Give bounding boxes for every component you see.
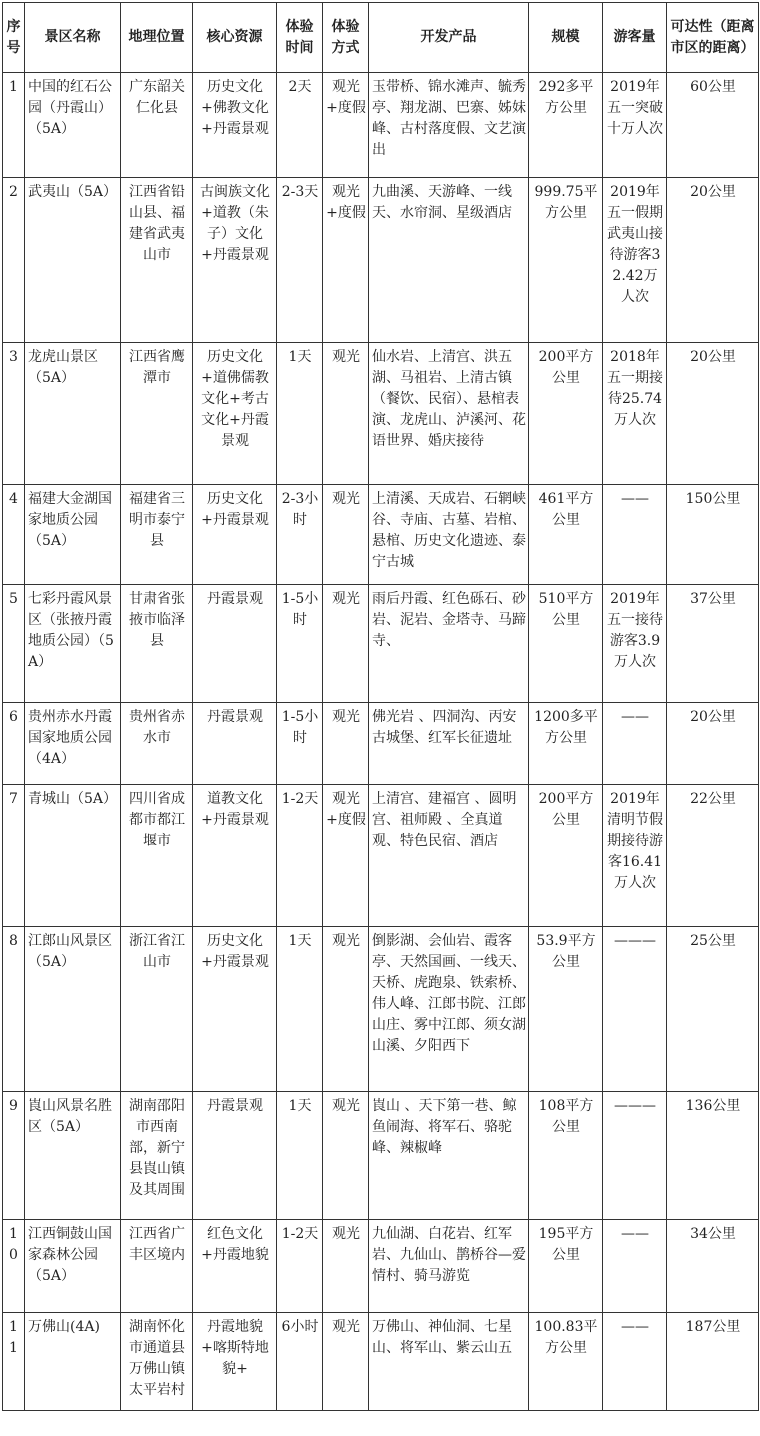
cell-mode: 观光	[323, 343, 369, 485]
cell-access: 136公里	[667, 1092, 759, 1220]
cell-scale: 200平方公里	[529, 343, 603, 485]
cell-scale: 195平方公里	[529, 1220, 603, 1313]
cell-access: 20公里	[667, 343, 759, 485]
cell-products: 九曲溪、天游峰、一线天、水帘洞、星级酒店	[369, 178, 529, 343]
cell-products: 佛光岩 、四洞沟、丙安古城堡、红军长征遗址	[369, 703, 529, 785]
cell-name: 中国的红石公园（丹霞山）（5A）	[25, 73, 121, 178]
cell-name: 武夷山（5A）	[25, 178, 121, 343]
cell-mode: 观光+度假	[323, 178, 369, 343]
cell-name: 万佛山(4A)	[25, 1313, 121, 1411]
cell-index: 7	[3, 785, 25, 927]
cell-products: 崀山 、天下第一巷、鲸鱼闹海、将军石、骆驼峰、辣椒峰	[369, 1092, 529, 1220]
table-row	[3, 1092, 759, 1220]
cell-scale: 1200多平方公里	[529, 703, 603, 785]
cell-resource: 丹霞景观	[193, 585, 277, 703]
table-row	[3, 485, 759, 585]
cell-mode: 观光	[323, 703, 369, 785]
cell-resource: 历史文化+佛教文化+丹霞景观	[193, 73, 277, 178]
cell-access: 20公里	[667, 703, 759, 785]
header-row	[3, 3, 759, 73]
cell-resource: 历史文化+丹霞景观	[193, 485, 277, 585]
cell-resource: 道教文化+丹霞景观	[193, 785, 277, 927]
cell-products: 雨后丹霞、红色砾石、砂岩、泥岩、金塔寺、马蹄寺、	[369, 585, 529, 703]
cell-resource: 丹霞景观	[193, 703, 277, 785]
cell-location: 福建省三明市泰宁县	[121, 485, 193, 585]
cell-duration: 1-2天	[277, 785, 323, 927]
cell-resource: 历史文化+丹霞景观	[193, 927, 277, 1092]
cell-location: 湖南邵阳市西南部，新宁县崀山镇及其周围	[121, 1092, 193, 1220]
cell-resource: 古闽族文化+道教（朱子）文化+丹霞景观	[193, 178, 277, 343]
table-row	[3, 178, 759, 343]
header-col-duration: 体验时间	[277, 3, 323, 73]
cell-visitors: 2019年五一接待游客3.9万人次	[603, 585, 667, 703]
cell-resource: 红色文化+丹霞地貌	[193, 1220, 277, 1313]
table-row	[3, 785, 759, 927]
cell-products: 上清宫、建福宫 、圆明宫、祖师殿 、全真道观、特色民宿、酒店	[369, 785, 529, 927]
cell-mode: 观光	[323, 927, 369, 1092]
table-row	[3, 1313, 759, 1411]
header-col-scale: 规模	[529, 3, 603, 73]
cell-products: 上清溪、天成岩、石辋峡谷、寺庙、古墓、岩棺、悬棺、历史文化遗迹、泰宁古城	[369, 485, 529, 585]
cell-mode: 观光	[323, 585, 369, 703]
table-row	[3, 73, 759, 178]
cell-mode: 观光+度假	[323, 785, 369, 927]
header-col-products: 开发产品	[369, 3, 529, 73]
cell-access: 20公里	[667, 178, 759, 343]
cell-products: 仙水岩、上清宫、洪五湖、马祖岩、上清古镇（餐饮、民宿）、悬棺表演、龙虎山、泸溪河、花语世界、婚庆接待	[369, 343, 529, 485]
cell-access: 34公里	[667, 1220, 759, 1313]
cell-scale: 510平方公里	[529, 585, 603, 703]
cell-access: 22公里	[667, 785, 759, 927]
cell-resource: 丹霞地貌+喀斯特地貌+	[193, 1313, 277, 1411]
header-col-index: 序号	[3, 3, 25, 73]
cell-resource: 丹霞景观	[193, 1092, 277, 1220]
cell-location: 湖南怀化市通道县万佛山镇太平岩村	[121, 1313, 193, 1411]
cell-name: 龙虎山景区（5A）	[25, 343, 121, 485]
table-container	[2, 2, 758, 1411]
header-col-visitors: 游客量	[603, 3, 667, 73]
cell-visitors: 2019年清明节假期接待游客16.41万人次	[603, 785, 667, 927]
cell-products: 九仙湖、白花岩、红军岩、九仙山、鹊桥谷—爱情村、骑马游览	[369, 1220, 529, 1313]
cell-location: 广东韶关仁化县	[121, 73, 193, 178]
cell-visitors: 2019年五一假期武夷山接待游客32.42万人次	[603, 178, 667, 343]
cell-scale: 53.9平方公里	[529, 927, 603, 1092]
cell-index: 1	[3, 73, 25, 178]
cell-index: 6	[3, 703, 25, 785]
cell-access: 150公里	[667, 485, 759, 585]
header-col-access: 可达性（距离市区的距离）	[667, 3, 759, 73]
table-row	[3, 343, 759, 485]
cell-mode: 观光	[323, 1092, 369, 1220]
cell-index: 11	[3, 1313, 25, 1411]
cell-name: 贵州赤水丹霞国家地质公园（4A）	[25, 703, 121, 785]
cell-mode: 观光	[323, 485, 369, 585]
cell-access: 60公里	[667, 73, 759, 178]
header-col-resource: 核心资源	[193, 3, 277, 73]
cell-location: 江西省鹰潭市	[121, 343, 193, 485]
cell-visitors: ——	[603, 485, 667, 585]
header-col-mode: 体验方式	[323, 3, 369, 73]
header-col-location: 地理位置	[121, 3, 193, 73]
cell-mode: 观光	[323, 1220, 369, 1313]
cell-name: 福建大金湖国家地质公园（5A）	[25, 485, 121, 585]
cell-duration: 1-5小时	[277, 585, 323, 703]
cell-access: 187公里	[667, 1313, 759, 1411]
cell-location: 四川省成都市都江堰市	[121, 785, 193, 927]
cell-location: 贵州省赤水市	[121, 703, 193, 785]
cell-index: 3	[3, 343, 25, 485]
cell-duration: 1天	[277, 343, 323, 485]
cell-location: 浙江省江山市	[121, 927, 193, 1092]
cell-resource: 历史文化+道佛儒教文化+考古文化+丹霞景观	[193, 343, 277, 485]
cell-products: 万佛山、神仙洞、七星山、将军山、紫云山五	[369, 1313, 529, 1411]
cell-mode: 观光+度假	[323, 73, 369, 178]
scenic-area-table	[2, 2, 759, 1411]
cell-scale: 108平方公里	[529, 1092, 603, 1220]
cell-name: 七彩丹霞风景区（张掖丹霞地质公园）（5A）	[25, 585, 121, 703]
cell-index: 8	[3, 927, 25, 1092]
cell-name: 崀山风景名胜区（5A）	[25, 1092, 121, 1220]
table-row	[3, 585, 759, 703]
header-col-name: 景区名称	[25, 3, 121, 73]
cell-duration: 2-3天	[277, 178, 323, 343]
cell-scale: 999.75平方公里	[529, 178, 603, 343]
cell-visitors: ———	[603, 1092, 667, 1220]
table-body	[3, 73, 759, 1411]
cell-duration: 6小时	[277, 1313, 323, 1411]
table-row	[3, 1220, 759, 1313]
cell-location: 江西省铅山县、福建省武夷山市	[121, 178, 193, 343]
cell-index: 2	[3, 178, 25, 343]
cell-duration: 1天	[277, 1092, 323, 1220]
cell-name: 青城山（5A）	[25, 785, 121, 927]
cell-access: 25公里	[667, 927, 759, 1092]
cell-visitors: 2019年五一突破十万人次	[603, 73, 667, 178]
cell-name: 江西铜鼓山国家森林公园（5A）	[25, 1220, 121, 1313]
cell-visitors: ———	[603, 927, 667, 1092]
cell-visitors: ——	[603, 1220, 667, 1313]
cell-duration: 2-3小时	[277, 485, 323, 585]
cell-mode: 观光	[323, 1313, 369, 1411]
cell-scale: 100.83平方公里	[529, 1313, 603, 1411]
cell-duration: 1-2天	[277, 1220, 323, 1313]
cell-visitors: 2018年五一期接待25.74万人次	[603, 343, 667, 485]
cell-products: 玉带桥、锦水滩声、毓秀亭、翔龙湖、巴寨、姊妹峰、古村落度假、文艺演出	[369, 73, 529, 178]
cell-access: 37公里	[667, 585, 759, 703]
cell-name: 江郎山风景区（5A）	[25, 927, 121, 1092]
table-row	[3, 927, 759, 1092]
cell-location: 甘肃省张掖市临泽县	[121, 585, 193, 703]
cell-duration: 1天	[277, 927, 323, 1092]
cell-scale: 200平方公里	[529, 785, 603, 927]
cell-index: 10	[3, 1220, 25, 1313]
cell-visitors: ——	[603, 703, 667, 785]
table-row	[3, 703, 759, 785]
cell-scale: 461平方公里	[529, 485, 603, 585]
cell-index: 5	[3, 585, 25, 703]
cell-index: 4	[3, 485, 25, 585]
cell-duration: 1-5小时	[277, 703, 323, 785]
cell-products: 倒影湖、会仙岩、霞客亭、天然国画、一线天、天桥、虎跑泉、铁索桥、伟人峰、江郎书院、江郎山庄、雾中江郎、须女湖山溪、夕阳西下	[369, 927, 529, 1092]
cell-duration: 2天	[277, 73, 323, 178]
cell-scale: 292多平方公里	[529, 73, 603, 178]
cell-visitors: ——	[603, 1313, 667, 1411]
cell-location: 江西省广丰区境内	[121, 1220, 193, 1313]
cell-index: 9	[3, 1092, 25, 1220]
